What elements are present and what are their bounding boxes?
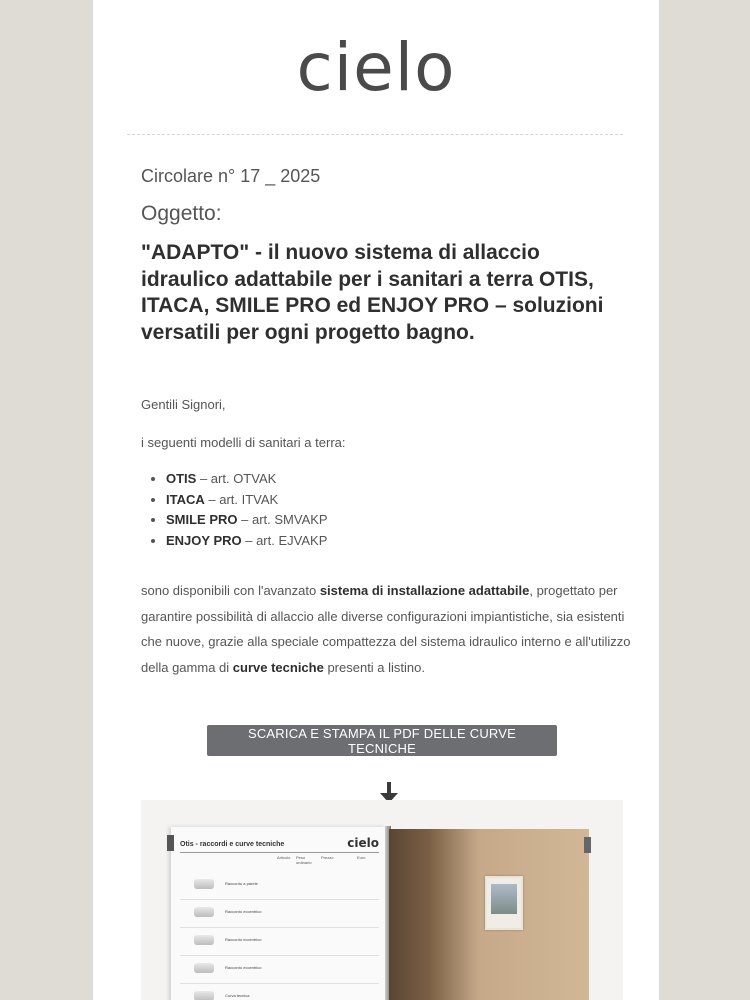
row-label: Raccordo a parete [225, 881, 258, 886]
list-item [166, 531, 328, 552]
catalog-logo: cielo [347, 836, 379, 850]
catalog-title: Otis - raccordi e curve tecniche [180, 841, 285, 848]
row-label: Raccordo eccentrico [225, 965, 262, 970]
row-label: Raccordo eccentrico [225, 937, 262, 942]
intro-text: i seguenti modelli di sanitari a terra: [141, 435, 346, 450]
row-label: Curva tecnica [225, 993, 250, 998]
body-text-2: , progettato per garantire possibilità di allaccio alle diverse configurazioni impiantistiche, sia esistenti che nuove, grazie alla speciale compattezza del sistema idraulico interno e all'utilizzo della gamma di [141, 583, 631, 675]
subject-label: Oggetto: [141, 202, 222, 225]
body-bold-2: curve tecniche [232, 659, 324, 675]
picture-artwork [491, 884, 517, 914]
table-row [180, 871, 379, 900]
catalog-preview-image[interactable] [141, 800, 623, 1000]
wall-picture-frame [485, 876, 523, 930]
table-row [180, 983, 379, 1000]
column-header: Prezzo [321, 855, 334, 860]
fitting-thumbnail [194, 935, 214, 945]
table-row [180, 955, 379, 984]
fitting-thumbnail [194, 879, 214, 889]
row-label: Raccordo eccentrico [225, 909, 262, 914]
fitting-thumbnail [194, 991, 214, 1000]
catalog-right-page-photo [389, 829, 589, 1000]
column-header: Peso ordinario [296, 855, 312, 865]
fitting-thumbnail [194, 907, 214, 917]
column-header: Articolo [277, 855, 291, 860]
body-text-1: sono disponibili con l'avanzato [141, 583, 320, 598]
download-pdf-button[interactable]: SCARICA E STAMPA IL PDF DELLE CURVE TECNICHE [207, 725, 557, 756]
email-body [93, 0, 659, 1000]
catalog-rule [180, 852, 379, 853]
page-tab [584, 837, 591, 853]
body-paragraph [141, 578, 631, 680]
list-item [166, 469, 328, 490]
model-article: – art. ITVAK [204, 491, 279, 507]
greeting: Gentili Signori, [141, 397, 226, 412]
table-row [180, 927, 379, 956]
model-article: – art. SMVAKP [237, 512, 328, 527]
body-text-3: presenti a listino. [323, 659, 425, 675]
list-item [166, 490, 328, 511]
cielo-logo[interactable]: cielo [296, 29, 456, 106]
catalog-left-page [171, 827, 385, 1000]
fitting-thumbnail [194, 963, 214, 973]
circular-number: Circolare n° 17 _ 2025 [141, 166, 321, 186]
model-name: ENJOY PRO [166, 532, 242, 548]
subject-title: "ADAPTO" - il nuovo sistema di allaccio idraulico adattabile per i sanitari a terra OTIS, ITACA, SMILE PRO ed ENJOY PRO – soluzioni versatili per ogni progetto bagno. [141, 241, 604, 344]
page-tab [167, 835, 174, 851]
column-header: Euro [357, 855, 366, 860]
model-list [141, 469, 328, 551]
body-bold-1: sistema di installazione adattabile [319, 583, 530, 598]
model-name: OTIS [166, 471, 197, 486]
model-article: – art. EJVAKP [241, 532, 328, 548]
header-divider [127, 134, 623, 135]
table-row [180, 899, 379, 928]
model-name: SMILE PRO [166, 512, 238, 527]
model-article: – art. OTVAK [196, 471, 277, 486]
list-item [166, 510, 328, 531]
model-name: ITACA [166, 491, 205, 507]
